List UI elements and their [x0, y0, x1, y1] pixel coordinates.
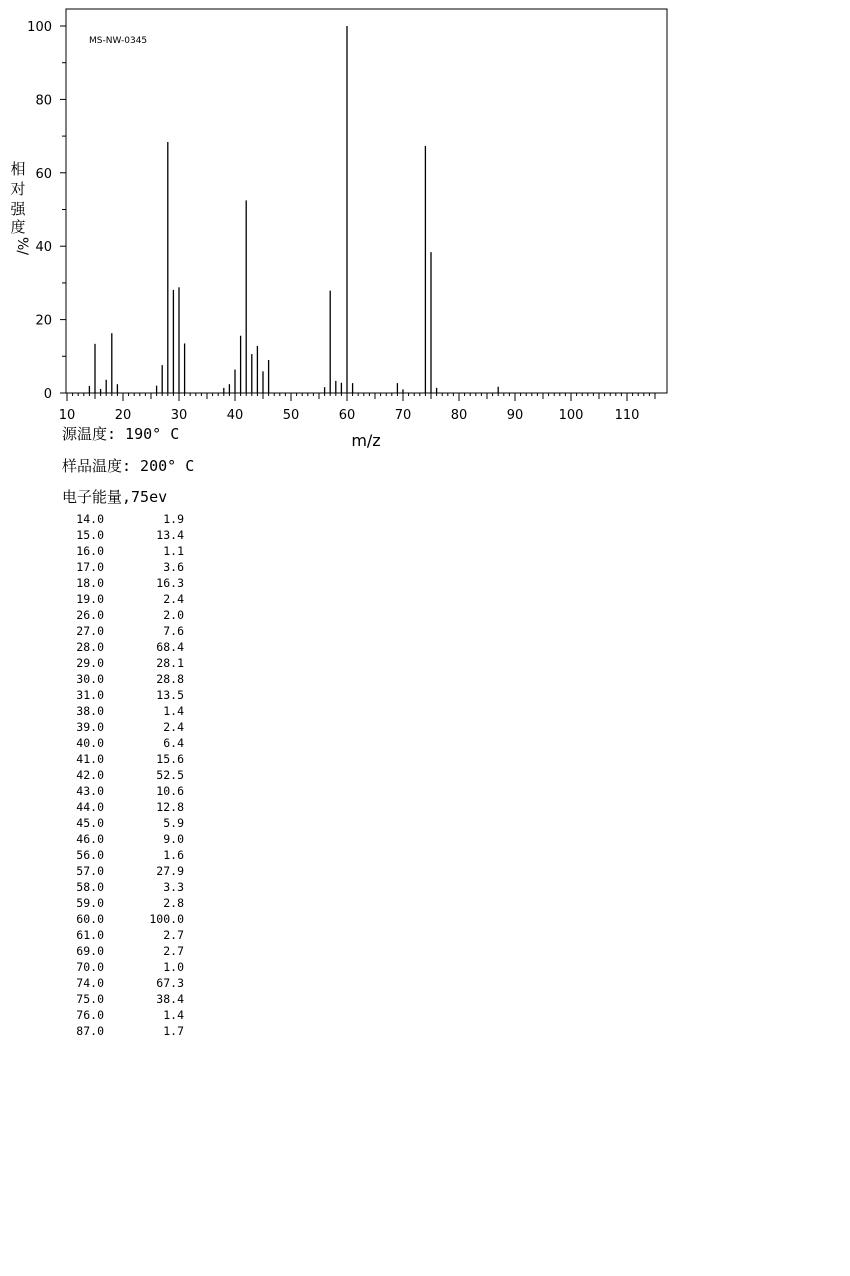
peak-intensity: 5.9 — [163, 816, 184, 830]
peak-intensity: 1.6 — [163, 848, 184, 862]
peak-mz: 44.0 — [76, 800, 104, 814]
x-tick-label: 100 — [558, 408, 584, 423]
peak-intensity: 2.4 — [163, 720, 184, 734]
peak-table-row — [66, 1023, 184, 1039]
peak-table-row — [66, 831, 184, 847]
peak-mz: 46.0 — [76, 832, 104, 846]
peak-intensity: 1.9 — [163, 512, 184, 526]
peak-table-row — [66, 799, 184, 815]
x-tick-label: 40 — [226, 408, 244, 423]
peak-table-row — [66, 863, 184, 879]
peak-mz: 18.0 — [76, 576, 104, 590]
peak-table-row — [66, 559, 184, 575]
peak-table-row — [66, 623, 184, 639]
peak-intensity: 9.0 — [163, 832, 184, 846]
peak-intensity: 38.4 — [156, 992, 184, 1006]
peak-mz: 57.0 — [76, 864, 104, 878]
peak-table-row — [66, 1007, 184, 1023]
peak-intensity: 3.6 — [163, 560, 184, 574]
peak-mz: 74.0 — [76, 976, 104, 990]
peak-intensity: 52.5 — [156, 768, 184, 782]
peak-table-row — [66, 943, 184, 959]
peak-mz: 26.0 — [76, 608, 104, 622]
peak-mz: 14.0 — [76, 512, 104, 526]
peak-mz: 76.0 — [76, 1008, 104, 1022]
peak-intensity: 2.0 — [163, 608, 184, 622]
sample-id: MS-NW-0345 — [89, 36, 148, 46]
peak-intensity: 16.3 — [156, 576, 184, 590]
electron-energy: 电子能量,75ev — [62, 488, 168, 506]
y-tick-label: 40 — [35, 240, 52, 256]
peak-mz: 75.0 — [76, 992, 104, 1006]
peak-table-row — [66, 927, 184, 943]
peak-intensity: 1.1 — [163, 544, 184, 558]
mass-spectrum-chart — [0, 0, 850, 460]
peak-table-row — [66, 543, 184, 559]
x-tick-label: 20 — [114, 408, 132, 423]
peak-intensity: 2.7 — [163, 928, 184, 942]
peak-table-row — [66, 687, 184, 703]
peak-table — [66, 511, 184, 1039]
peak-mz: 69.0 — [76, 944, 104, 958]
peak-table-row — [66, 895, 184, 911]
peak-mz: 43.0 — [76, 784, 104, 798]
peak-mz: 40.0 — [76, 736, 104, 750]
peak-mz: 16.0 — [76, 544, 104, 558]
peak-mz: 87.0 — [76, 1024, 104, 1038]
peak-intensity: 12.8 — [156, 800, 184, 814]
peak-table-row — [66, 879, 184, 895]
y-axis-label-char: 相 — [10, 160, 26, 178]
peak-mz: 27.0 — [76, 624, 104, 638]
x-tick-label: 10 — [58, 408, 76, 423]
peak-table-row — [66, 607, 184, 623]
peak-intensity: 67.3 — [156, 976, 184, 990]
peak-table-row — [66, 703, 184, 719]
peak-table-row — [66, 639, 184, 655]
peak-intensity: 28.1 — [156, 656, 184, 670]
peak-mz: 30.0 — [76, 672, 104, 686]
y-axis-label-char: 度 — [10, 218, 26, 236]
peak-table-row — [66, 591, 184, 607]
peak-intensity: 3.3 — [163, 880, 184, 894]
peak-mz: 70.0 — [76, 960, 104, 974]
y-axis-label-char: 强 — [10, 200, 26, 218]
peak-mz: 17.0 — [76, 560, 104, 574]
x-tick-label: 70 — [394, 408, 412, 423]
peak-intensity: 68.4 — [156, 640, 184, 654]
peak-intensity: 2.8 — [163, 896, 184, 910]
peak-table-row — [66, 959, 184, 975]
peak-table-row — [66, 575, 184, 591]
x-tick-label: 90 — [506, 408, 524, 423]
peak-intensity: 1.4 — [163, 1008, 184, 1022]
y-tick-label: 20 — [35, 313, 52, 329]
peak-table-row — [66, 767, 184, 783]
x-axis-label: m/z — [351, 431, 381, 450]
source-temperature: 源温度: 190° C — [62, 425, 180, 443]
peak-mz: 31.0 — [76, 688, 104, 702]
x-tick-label: 50 — [282, 408, 300, 423]
peak-intensity: 7.6 — [163, 624, 184, 638]
peak-mz: 39.0 — [76, 720, 104, 734]
peak-mz: 45.0 — [76, 816, 104, 830]
peak-mz: 42.0 — [76, 768, 104, 782]
peak-table-row — [66, 655, 184, 671]
peak-table-row — [66, 671, 184, 687]
peak-table-row — [66, 719, 184, 735]
peak-table-row — [66, 511, 184, 527]
peak-mz: 58.0 — [76, 880, 104, 894]
peak-intensity: 15.6 — [156, 752, 184, 766]
peak-intensity: 1.0 — [163, 960, 184, 974]
peak-mz: 56.0 — [76, 848, 104, 862]
peak-intensity: 1.7 — [163, 1024, 184, 1038]
peak-intensity: 27.9 — [156, 864, 184, 878]
peak-mz: 15.0 — [76, 528, 104, 542]
peak-table-row — [66, 751, 184, 767]
peak-table-row — [66, 991, 184, 1007]
peak-table-row — [66, 783, 184, 799]
x-tick-label: 80 — [450, 408, 468, 423]
peak-mz: 29.0 — [76, 656, 104, 670]
peak-table-row — [66, 911, 184, 927]
peak-table-row — [66, 527, 184, 543]
peak-intensity: 28.8 — [156, 672, 184, 686]
peak-mz: 60.0 — [76, 912, 104, 926]
y-tick-label: 0 — [43, 387, 52, 402]
y-axis-label-char: 对 — [10, 180, 26, 198]
peak-intensity: 100.0 — [149, 912, 184, 926]
peak-intensity: 6.4 — [163, 736, 184, 750]
peak-mz: 19.0 — [76, 592, 104, 606]
y-tick-label: 60 — [35, 166, 52, 182]
peak-mz: 41.0 — [76, 752, 104, 766]
peak-intensity: 10.6 — [156, 784, 184, 798]
sample-temperature: 样品温度: 200° C — [62, 457, 195, 475]
peak-table-row — [66, 847, 184, 863]
x-tick-label: 110 — [614, 408, 640, 423]
x-tick-label: 30 — [170, 408, 188, 423]
peak-intensity: 13.4 — [156, 528, 184, 542]
y-tick-label: 80 — [35, 93, 52, 109]
peak-intensity: 2.4 — [163, 592, 184, 606]
peak-table-row — [66, 735, 184, 751]
peak-intensity: 13.5 — [156, 688, 184, 702]
plot-frame — [66, 9, 667, 393]
x-tick-label: 60 — [338, 408, 356, 423]
peak-mz: 59.0 — [76, 896, 104, 910]
peak-table-row — [66, 815, 184, 831]
peak-intensity: 2.7 — [163, 944, 184, 958]
peak-mz: 38.0 — [76, 704, 104, 718]
peak-mz: 28.0 — [76, 640, 104, 654]
y-tick-label: 100 — [27, 20, 52, 35]
peak-table-row — [66, 975, 184, 991]
peak-mz: 61.0 — [76, 928, 104, 942]
y-axis-unit: %/ — [14, 236, 30, 256]
peak-intensity: 1.4 — [163, 704, 184, 718]
